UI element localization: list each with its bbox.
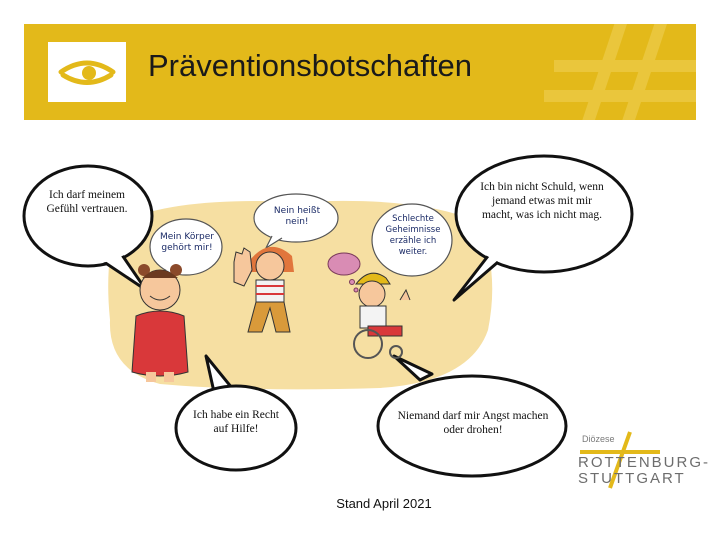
diocese-logo	[560, 428, 710, 492]
bubble-no-fear-text: Niemand darf mir Angst machen oder drohen!	[397, 410, 549, 436]
bubble-help-text: Ich habe ein Recht auf Hilfe!	[193, 409, 279, 435]
diocese-line2: STUTTGART	[578, 470, 686, 487]
bubble-not-guilty-text: Ich bin nicht Schuld, wenn jemand etwas mit mir macht, was ich nicht mag.	[480, 181, 604, 221]
footer	[0, 496, 720, 511]
page-title: Präventionsbotschaften	[148, 48, 472, 83]
center-speech-text: Nein heißt nein!	[273, 206, 321, 227]
diocese-small-label: Diözese	[582, 434, 615, 444]
girl-speech-text: Mein Körper gehört mir!	[160, 232, 214, 253]
footer-stand-text: Stand April 2021	[336, 496, 432, 511]
diocese-line1: ROTTENBURG-	[578, 454, 710, 471]
boy-speech-text: Schlechte Geheimnisse erzähle ich weiter.	[385, 214, 441, 257]
bubble-feeling-text: Ich darf meinem Gefühl vertrauen.	[46, 189, 128, 215]
